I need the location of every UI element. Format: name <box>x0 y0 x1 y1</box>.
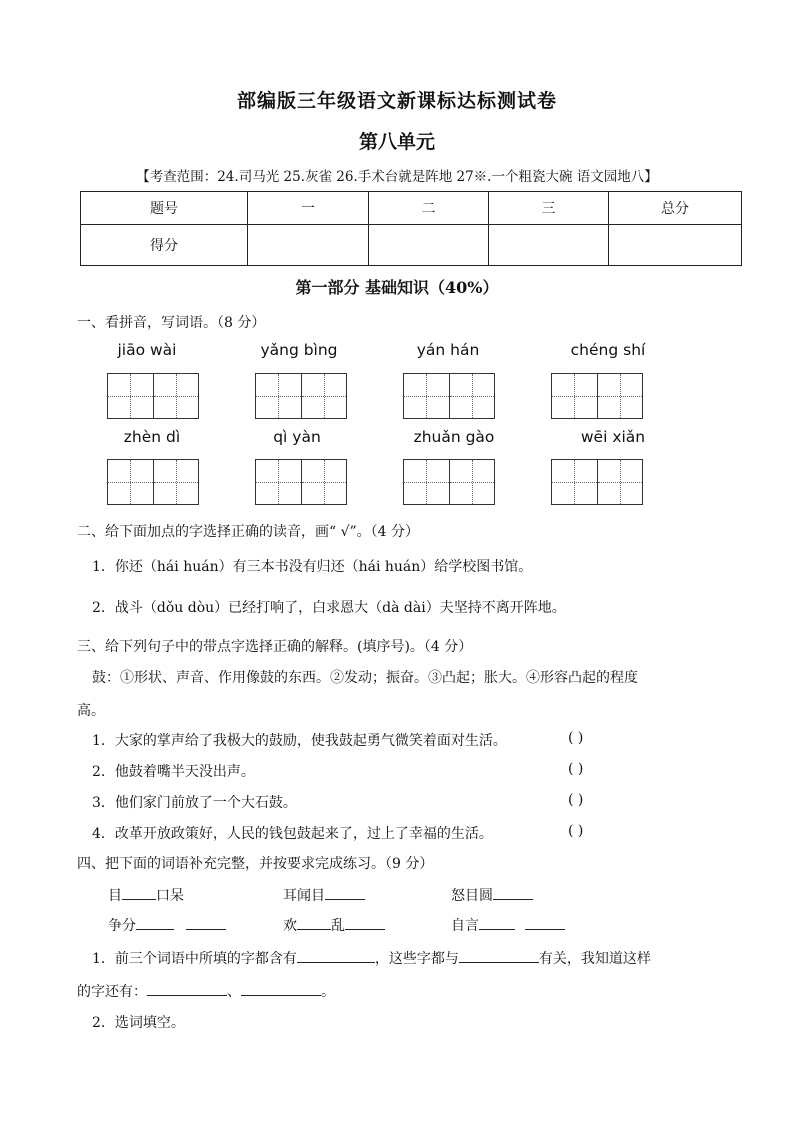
question-2-item: 1．你还（hái huán）有三本书没有归还（hái huán）给学校图书馆。 <box>92 559 533 575</box>
sub1-text: 的字还有： <box>77 984 147 1000</box>
sub1-text: 1．前三个词语中所填的字都含有 <box>92 951 297 967</box>
score-cell[interactable] <box>609 225 742 266</box>
writing-grid[interactable] <box>255 459 347 505</box>
writing-grid[interactable] <box>551 373 643 419</box>
idiom-blank <box>108 885 184 905</box>
idiom-part: 目 <box>108 888 122 904</box>
score-table <box>80 191 742 266</box>
sub1-text: ，这些字都与 <box>374 951 459 967</box>
idiom-part: 争分 <box>108 918 136 934</box>
answer-paren[interactable]: ( ) <box>568 761 584 777</box>
score-table-score-row <box>81 225 742 266</box>
fill-blank[interactable] <box>136 917 174 930</box>
writing-grid[interactable] <box>107 459 199 505</box>
fill-blank[interactable] <box>493 887 533 900</box>
fill-blank[interactable] <box>241 983 321 996</box>
question-2-title: 二、给下面加点的字选择正确的读音，画“ √”。（4 分） <box>77 524 420 540</box>
fill-blank[interactable] <box>186 917 226 930</box>
pinyin-label: qì yàn <box>273 428 321 446</box>
answer-paren[interactable]: ( ) <box>568 730 584 746</box>
answer-paren[interactable]: ( ) <box>568 792 584 808</box>
pinyin-label: wēi xiǎn <box>580 428 646 446</box>
fill-blank[interactable] <box>297 950 375 963</box>
idiom-blank <box>451 885 533 905</box>
idiom-blank <box>108 915 226 935</box>
fill-blank[interactable] <box>147 983 227 996</box>
fill-blank[interactable] <box>479 917 515 930</box>
header-cell: 三 <box>489 192 609 225</box>
question-4-sub1 <box>92 948 651 968</box>
separator: 、 <box>227 984 241 1000</box>
part-heading: 第一部分 基础知识（40%） <box>295 278 499 297</box>
question-2-item: 2．战斗（dǒu dòu）已经打响了，白求恩大（dà dài）夫坚持不离开阵地。 <box>92 600 566 616</box>
score-cell[interactable] <box>489 225 609 266</box>
header-cell: 一 <box>248 192 369 225</box>
writing-grid[interactable] <box>403 373 495 419</box>
idiom-blank <box>283 915 385 935</box>
fill-blank[interactable] <box>525 917 565 930</box>
exam-title: 部编版三年级语文新课标达标测试卷 <box>236 90 557 112</box>
header-cell: 总分 <box>609 192 742 225</box>
score-table-header-row <box>81 192 742 225</box>
pinyin-label: yǎng bìng <box>260 341 338 359</box>
writing-grid[interactable] <box>255 373 347 419</box>
idiom-part: 乱 <box>331 918 345 934</box>
answer-paren[interactable]: ( ) <box>568 823 584 839</box>
question-1-title: 一、看拼音，写词语。（8 分） <box>77 315 266 331</box>
idiom-part: 耳闻目 <box>283 888 325 904</box>
idiom-part: 怒目圆 <box>451 888 493 904</box>
idiom-blank <box>283 885 365 905</box>
question-3-item: 4．改革开放政策好，人民的钱包鼓起来了，过上了幸福的生活。 <box>92 826 493 842</box>
idiom-blank <box>451 915 565 935</box>
header-cell: 题号 <box>81 192 248 225</box>
question-4-sub1-cont <box>77 981 335 1001</box>
question-3-item: 2．他鼓着嘴半天没出声。 <box>92 764 255 780</box>
pinyin-label: zhuǎn gào <box>413 428 495 446</box>
fill-blank[interactable] <box>297 917 331 930</box>
idiom-part: 口呆 <box>156 888 184 904</box>
score-row-label: 得分 <box>81 225 248 266</box>
fill-blank[interactable] <box>459 950 539 963</box>
writing-grid[interactable] <box>107 373 199 419</box>
fill-blank[interactable] <box>122 887 156 900</box>
score-cell[interactable] <box>369 225 489 266</box>
period: 。 <box>321 984 335 1000</box>
score-cell[interactable] <box>248 225 369 266</box>
writing-grid[interactable] <box>403 459 495 505</box>
pinyin-label: yán hán <box>416 341 480 359</box>
question-4-sub2: 2．选词填空。 <box>92 1015 185 1031</box>
question-3-title: 三、给下列句子中的带点字选择正确的解释。(填序号)。（4 分） <box>77 639 473 655</box>
pinyin-label: zhèn dì <box>123 428 181 446</box>
idiom-part: 欢 <box>283 918 297 934</box>
question-4-title: 四、把下面的词语补充完整，并按要求完成练习。（9 分） <box>77 856 434 872</box>
question-3-item: 1．大家的掌声给了我极大的鼓励，使我鼓起勇气微笑着面对生活。 <box>92 733 507 749</box>
question-3-definition: 鼓：①形状、声音、作用像鼓的东西。②发动；振奋。③凸起；胀大。④形容凸起的程度 <box>92 670 638 686</box>
fill-blank[interactable] <box>325 887 365 900</box>
pinyin-label: chéng shí <box>570 341 646 359</box>
question-3-definition-cont: 高。 <box>77 703 105 719</box>
question-3-item: 3．他们家门前放了一个大石鼓。 <box>92 795 297 811</box>
idiom-part: 自言 <box>451 918 479 934</box>
writing-grid[interactable] <box>551 459 643 505</box>
exam-scope: 【考查范围：24.司马光 25.灰雀 26.手术台就是阵地 27※.一个粗瓷大碗 语文园地八】 <box>136 169 658 185</box>
header-cell: 二 <box>369 192 489 225</box>
sub1-text: 有关，我知道这样 <box>538 951 651 967</box>
pinyin-label: jiāo wài <box>117 341 177 359</box>
unit-title: 第八单元 <box>358 131 435 153</box>
fill-blank[interactable] <box>345 917 385 930</box>
